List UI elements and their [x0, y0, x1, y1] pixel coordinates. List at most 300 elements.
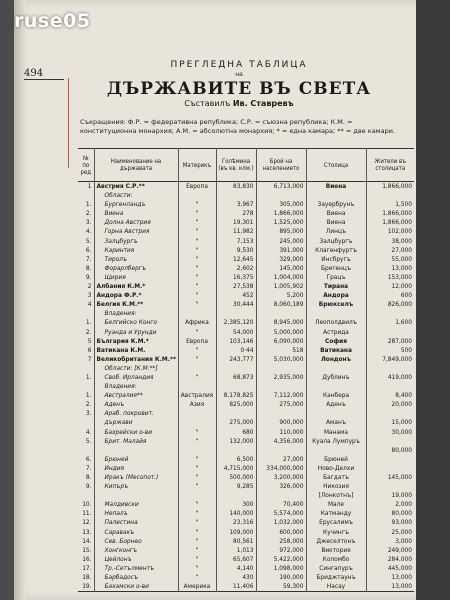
continent: [178, 364, 216, 373]
continent: Европа: [178, 337, 216, 346]
area-value: 83,830: [216, 182, 256, 192]
page-fold-shadow: [14, 0, 26, 600]
table-row: [78, 473, 414, 482]
capital-population: 38,000: [366, 237, 414, 246]
population-value: 6,713,000: [256, 182, 306, 192]
capital-population: 145,000: [366, 473, 414, 482]
row-number: 2.: [85, 209, 92, 218]
row-number: 2.: [85, 400, 92, 409]
population-value: 5,574,000: [256, 509, 306, 518]
capital-population: 55,000: [366, 255, 414, 264]
capital-name: Ерусалимъ: [306, 518, 366, 527]
row-number: 17.: [82, 563, 92, 572]
row-number: 9.: [85, 482, 92, 491]
row-number: 2: [87, 282, 92, 291]
capital-population: 13,000: [366, 264, 414, 273]
area-value: [216, 409, 256, 418]
capital-name: Ватикана: [306, 346, 366, 355]
table-row: [78, 528, 414, 537]
row-number: 1.: [85, 372, 92, 381]
table-row: [78, 309, 414, 318]
continent: [178, 191, 216, 200]
continent: ": [178, 291, 216, 300]
population-value: 190,000: [256, 573, 306, 582]
state-name: Австрия С.Р.**: [94, 182, 178, 192]
table-row: [78, 482, 414, 491]
state-name: Малдивски: [94, 500, 178, 509]
state-name: Области: [К.М.**]: [94, 364, 178, 373]
continent: ": [178, 509, 216, 518]
capital-name: Куала Лумпуръ: [306, 437, 366, 446]
state-name: Бахамски о-ви: [94, 582, 178, 592]
area-value: 4,140: [216, 564, 256, 573]
state-name: държави: [94, 418, 178, 427]
row-number: 9.: [85, 272, 92, 281]
state-name: Хонгконгъ: [94, 546, 178, 555]
continent: ": [178, 227, 216, 236]
area-value: 132,000: [216, 437, 256, 446]
area-value: 103,146: [216, 337, 256, 346]
population-value: 258,000: [256, 537, 306, 546]
continent: ": [178, 464, 216, 473]
capital-name: [306, 409, 366, 418]
continent: ": [178, 273, 216, 282]
capital-name: Брюней: [306, 455, 366, 464]
table-row: [78, 218, 414, 227]
area-value: [216, 364, 256, 373]
capital-name: Мале: [306, 500, 366, 509]
state-name: Албания К.М.*: [94, 282, 178, 291]
row-number: 6.: [85, 245, 92, 254]
population-value: 2,935,000: [256, 373, 306, 382]
row-number: 6: [87, 345, 92, 354]
state-name: Щирия: [94, 273, 178, 282]
continent: ": [178, 564, 216, 573]
row-number: 4: [87, 300, 92, 309]
state-name: Форарлбергъ: [94, 264, 178, 273]
capital-name: Виена: [306, 218, 366, 227]
area-value: 0·44: [216, 346, 256, 355]
area-value: 11,982: [216, 227, 256, 236]
state-name: Своб. Ирландия: [94, 373, 178, 382]
capital-population: 8,400: [366, 391, 414, 400]
header-line2: на: [235, 71, 243, 78]
row-number: 3: [87, 291, 92, 300]
area-value: 300: [216, 500, 256, 509]
capital-population: 153,000: [366, 273, 414, 282]
area-value: 430: [216, 573, 256, 582]
state-name: Белгия К.М.**: [94, 300, 178, 309]
area-value: [216, 491, 256, 500]
state-name: Руанда и Урунди: [94, 328, 178, 337]
row-number: 5.: [85, 436, 92, 445]
capital-population: 284,000: [366, 555, 414, 564]
population-value: [256, 491, 306, 500]
continent: Австралия: [178, 391, 216, 400]
book-page: [14, 0, 450, 600]
capital-population: 102,000: [366, 227, 414, 236]
population-value: 110,000: [256, 428, 306, 437]
population-value: 600,000: [256, 528, 306, 537]
table-row: [78, 582, 414, 592]
table-row: [78, 300, 414, 309]
table-row: [78, 191, 414, 200]
population-value: 1,004,000: [256, 273, 306, 282]
row-number: 1: [87, 182, 92, 190]
capital-name: Кучингъ: [306, 528, 366, 537]
row-number: 10.: [82, 500, 92, 509]
abbreviations-line: конституционна монархия; А.М. = абсолютна монархия; * = една камара; ** = две камари.: [80, 127, 395, 135]
abbreviations: [80, 118, 410, 136]
state-name: Белгийско Конго: [94, 318, 178, 327]
area-value: 275,000: [216, 418, 256, 427]
state-name: Непалъ: [94, 509, 178, 518]
state-name: Долна Австрия: [94, 218, 178, 227]
population-value: 275,000: [256, 400, 306, 409]
capital-population: [366, 309, 414, 318]
column-header: Наименование на държавата: [94, 149, 178, 182]
continent: ": [178, 373, 216, 382]
population-value: 1,032,000: [256, 518, 306, 527]
area-value: 452: [216, 291, 256, 300]
row-number: [78, 491, 94, 500]
population-value: 518: [256, 346, 306, 355]
state-name: Виена: [94, 209, 178, 218]
area-value: [216, 191, 256, 200]
column-header: Материкъ: [178, 149, 216, 182]
table-header-row: [78, 149, 414, 182]
area-value: 680: [216, 428, 256, 437]
row-number: 13.: [82, 527, 92, 536]
state-name: Австралия**: [94, 391, 178, 400]
table-row: [78, 246, 414, 255]
table-row: [78, 409, 414, 418]
row-number: [78, 309, 94, 318]
capital-name: Брегенцъ: [306, 264, 366, 273]
area-value: 30,444: [216, 300, 256, 309]
capital-name: Андора: [306, 291, 366, 300]
capital-name: Манама: [306, 428, 366, 437]
watermark-logo: ruse05: [14, 10, 91, 32]
page-title: ДЪРЖАВИТЕ ВЪ СВЕТА: [106, 79, 372, 99]
capital-name: Брюкселъ: [306, 300, 366, 309]
row-number: 19.: [82, 582, 92, 591]
table-row: [78, 537, 414, 546]
capital-name: Бриджтаунъ: [306, 573, 366, 582]
capital-name: Сингапуръ: [306, 564, 366, 573]
capital-name: Канбера: [306, 391, 366, 400]
table-row: [78, 455, 414, 464]
capital-population: 1,600: [366, 318, 414, 327]
header-line1: ПРЕГЛЕДНА ТАБЛИЦА: [170, 60, 308, 70]
state-name: Области:: [94, 191, 178, 200]
state-name: Андора Ф.Р.*: [94, 291, 178, 300]
table-row: [78, 318, 414, 327]
area-value: 3,967: [216, 200, 256, 209]
population-value: 1,525,000: [256, 218, 306, 227]
population-value: 972,000: [256, 546, 306, 555]
capital-population: [366, 364, 414, 373]
continent: ": [178, 282, 216, 291]
capital-name: [306, 382, 366, 391]
capital-name: Тирана: [306, 282, 366, 291]
capital-name: Дублинъ: [306, 373, 366, 382]
population-value: 1,866,000: [256, 209, 306, 218]
population-value: 7,112,000: [256, 391, 306, 400]
state-name: Горна Австрия: [94, 227, 178, 236]
state-name: Араб. покровит.: [94, 409, 178, 418]
row-number: 4.: [85, 427, 92, 436]
state-name: Великобритания К.М.**: [94, 355, 178, 364]
area-value: 8,178,825: [216, 391, 256, 400]
population-value: 334,000,000: [256, 464, 306, 473]
capital-name: Виктория: [306, 546, 366, 555]
area-value: 19,301: [216, 218, 256, 227]
row-number: [78, 418, 94, 427]
page-number: 494: [24, 68, 64, 80]
capital-population: [366, 382, 414, 391]
row-number: 6.: [85, 454, 92, 463]
area-value: 65,607: [216, 555, 256, 564]
continent: ": [178, 300, 216, 309]
area-value: [216, 382, 256, 391]
compiler-prefix: Съставилъ: [184, 99, 231, 108]
capital-name: Клагенфуртъ: [306, 246, 366, 255]
table-row: [78, 446, 414, 455]
capital-population: 19,000: [366, 491, 414, 500]
area-value: 23,316: [216, 518, 256, 527]
area-value: 68,873: [216, 373, 256, 382]
area-value: 243,777: [216, 355, 256, 364]
table-row: [78, 437, 414, 446]
capital-name: Виена: [306, 182, 366, 192]
capital-population: 2,000: [366, 500, 414, 509]
state-name: Брит. Малайя: [94, 437, 178, 446]
capital-population: 7,849,000: [366, 355, 414, 364]
capital-name: Насау: [306, 582, 366, 592]
table-row: [78, 291, 414, 300]
population-value: [256, 409, 306, 418]
area-value: 2,385,120: [216, 318, 256, 327]
area-value: 11,406: [216, 582, 256, 592]
capital-population: 249,000: [366, 546, 414, 555]
capital-name: Леополдвилъ: [306, 318, 366, 327]
population-value: 5,000,000: [256, 328, 306, 337]
capital-name: Зауербрунъ: [306, 200, 366, 209]
state-name: Ватикана К.М.: [94, 346, 178, 355]
area-value: [216, 309, 256, 318]
area-value: 500,000: [216, 473, 256, 482]
continent: ": [178, 200, 216, 209]
area-value: 1,013: [216, 546, 256, 555]
area-value: 6,500: [216, 455, 256, 464]
table-row: [78, 255, 414, 264]
continent: ": [178, 237, 216, 246]
continent: ": [178, 209, 216, 218]
continent: Африка: [178, 318, 216, 327]
capital-name: Катманду: [306, 509, 366, 518]
capital-name: [Лонкотнъ]: [306, 491, 366, 500]
capital-population: 13,000: [366, 573, 414, 582]
state-name: Цейлонъ: [94, 555, 178, 564]
state-name: Залцбургъ: [94, 237, 178, 246]
table-row: [78, 364, 414, 373]
capital-name: Инсбругъ: [306, 255, 366, 264]
population-value: 27,000: [256, 455, 306, 464]
area-value: 4,715,000: [216, 464, 256, 473]
compiler-name: Ив. Ставревъ: [232, 99, 294, 108]
row-number: 7: [87, 354, 92, 363]
state-name: Тиролъ: [94, 255, 178, 264]
column-header: № по ред: [78, 149, 94, 182]
continent: Азия: [178, 400, 216, 409]
continent: ": [178, 537, 216, 546]
area-value: 9,530: [216, 246, 256, 255]
continent: ": [178, 500, 216, 509]
area-value: 16,375: [216, 273, 256, 282]
continent: ": [178, 473, 216, 482]
continent: ": [178, 528, 216, 537]
capital-name: Аденъ: [306, 400, 366, 409]
row-number: 16.: [82, 554, 92, 563]
capital-population: [366, 328, 414, 337]
population-value: 326,000: [256, 482, 306, 491]
capital-population: 27,000: [366, 246, 414, 255]
table-row: [78, 400, 414, 409]
population-value: 305,000: [256, 200, 306, 209]
state-name: Сев. Борнео: [94, 537, 178, 546]
population-value: 1,005,902: [256, 282, 306, 291]
row-number: 8.: [85, 263, 92, 272]
state-name: Владения:: [94, 382, 178, 391]
table-row: [78, 555, 414, 564]
abbreviations-line: Съкращения: Ф.Р. = федеративна република; С.Р. = съюзна република; К.М. =: [80, 118, 353, 126]
area-value: 7,153: [216, 237, 256, 246]
capital-population: [366, 409, 414, 418]
countries-table: [78, 148, 414, 592]
state-name: [94, 446, 178, 455]
capital-population: [366, 437, 414, 446]
table-row: [78, 337, 414, 346]
capital-population: 287,000: [366, 337, 414, 346]
capital-population: [366, 455, 414, 464]
continent: [178, 382, 216, 391]
capital-name: Коломбо: [306, 555, 366, 564]
capital-population: [366, 191, 414, 200]
continent: [178, 491, 216, 500]
capital-population: 1,500: [366, 200, 414, 209]
capital-name: Залцбургъ: [306, 237, 366, 246]
population-value: 70,400: [256, 500, 306, 509]
state-name: [94, 491, 178, 500]
area-value: 2,602: [216, 264, 256, 273]
area-value: 54,000: [216, 328, 256, 337]
area-value: [216, 446, 256, 455]
table-row: [78, 282, 414, 291]
capital-population: 93,000: [366, 518, 414, 527]
capital-population: 13,000: [366, 582, 414, 592]
table-row: [78, 518, 414, 527]
population-value: 900,000: [256, 418, 306, 427]
table-row: [78, 237, 414, 246]
table-row: [78, 273, 414, 282]
table-row: [78, 418, 414, 427]
capital-name: София: [306, 337, 366, 346]
population-value: 6,090,000: [256, 337, 306, 346]
table-row: [78, 509, 414, 518]
state-name: Каринтия: [94, 246, 178, 255]
capital-population: 30,000: [366, 428, 414, 437]
continent: ": [178, 255, 216, 264]
row-number: 1.: [85, 318, 92, 327]
table-row: [78, 227, 414, 236]
area-value: 9,285: [216, 482, 256, 491]
continent: [178, 418, 216, 427]
continent: ": [178, 573, 216, 582]
state-name: Барбадосъ: [94, 573, 178, 582]
area-value: 27,538: [216, 282, 256, 291]
column-header: Столица: [306, 149, 366, 182]
table-row: [78, 391, 414, 400]
population-value: 145,000: [256, 264, 306, 273]
population-value: 329,000: [256, 255, 306, 264]
table-row: [78, 491, 414, 500]
row-number: 8.: [85, 473, 92, 481]
continent: ": [178, 546, 216, 555]
population-value: 4,356,000: [256, 437, 306, 446]
capital-name: [306, 191, 366, 200]
state-name: Палестина: [94, 518, 178, 527]
table-row: [78, 182, 414, 192]
population-value: [256, 309, 306, 318]
continent: ": [178, 218, 216, 227]
continent: ": [178, 355, 216, 364]
capital-population: 1,866,000: [366, 218, 414, 227]
capital-name: Багдатъ: [306, 473, 366, 482]
state-name: Аденъ: [94, 400, 178, 409]
row-number: 7.: [85, 254, 92, 263]
row-number: 5: [87, 336, 92, 345]
population-value: 3,200,000: [256, 473, 306, 482]
capital-name: Астрида: [306, 328, 366, 337]
table-row: [78, 382, 414, 391]
table-row: [78, 428, 414, 437]
row-number: 3.: [85, 218, 92, 227]
capital-population: 12,000: [366, 282, 414, 291]
population-value: [256, 446, 306, 455]
state-name: Бахрейски о-ви: [94, 428, 178, 437]
dark-background-edge: [416, 0, 450, 600]
capital-name: Линцъ: [306, 227, 366, 236]
table-row: [78, 209, 414, 218]
population-value: 8,945,000: [256, 318, 306, 327]
capital-population: 3,000: [366, 537, 414, 546]
column-header: Голѣмина (въ кв. клм.): [216, 149, 256, 182]
continent: [178, 309, 216, 318]
table-row: [78, 355, 414, 364]
row-number: [78, 191, 94, 200]
state-name: Кипъръ: [94, 482, 178, 491]
table-row: [78, 346, 414, 355]
capital-population: 445,000: [366, 564, 414, 573]
continent: Америка: [178, 582, 216, 592]
area-value: 80,561: [216, 537, 256, 546]
continent: [178, 446, 216, 455]
continent: ": [178, 437, 216, 446]
population-value: [256, 191, 306, 200]
capital-population: 20,000: [366, 400, 414, 409]
table-row: [78, 264, 414, 273]
